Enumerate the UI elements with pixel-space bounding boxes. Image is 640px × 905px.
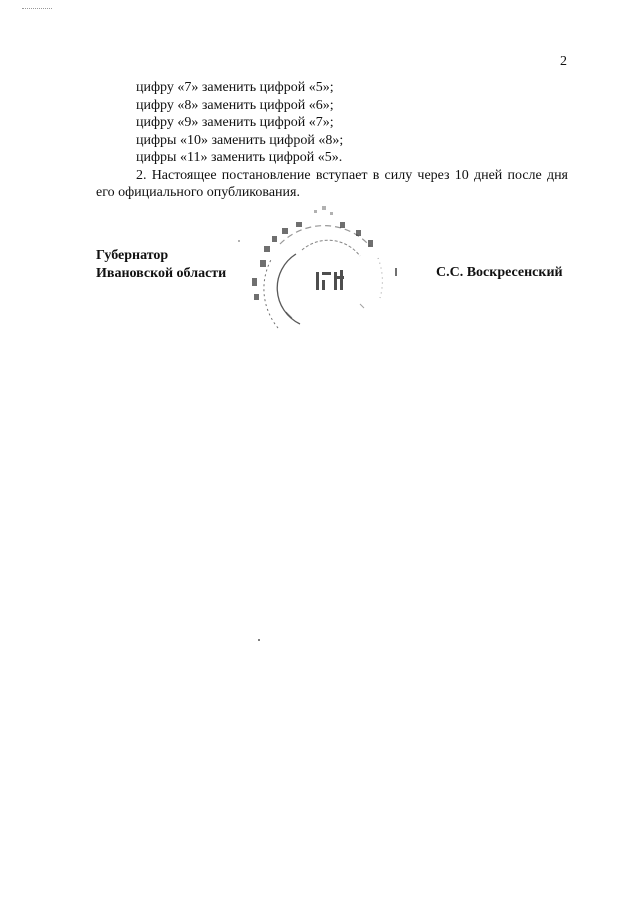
clause-2-paragraph: 2. Настоящее постановление вступает в силу через 10 дней после дня его официального опубликования.	[96, 167, 568, 200]
amendment-line-1: цифру «7» заменить цифрой «5»;	[136, 80, 334, 95]
amendment-line-4: цифры «10» заменить цифрой «8»;	[136, 132, 344, 148]
signatory-name: С.С. Воскресенский	[436, 265, 563, 280]
official-seal-stamp	[230, 200, 410, 340]
page-number: 2	[560, 54, 567, 69]
document-body	[96, 79, 568, 202]
signatory-title	[96, 247, 226, 282]
amendment-line-2: цифру «8» заменить цифрой «6»;	[136, 97, 334, 113]
scan-artifact-top	[22, 8, 52, 11]
amendment-line-5: цифры «11» заменить цифрой «5».	[136, 150, 343, 165]
signatory-title-line-1: Губернатор	[96, 248, 169, 263]
amendment-line-3: цифру «9» заменить цифрой «7»;	[136, 115, 334, 130]
signatory-title-line-2: Ивановской области	[96, 265, 227, 281]
scan-artifact-dot	[258, 639, 260, 641]
